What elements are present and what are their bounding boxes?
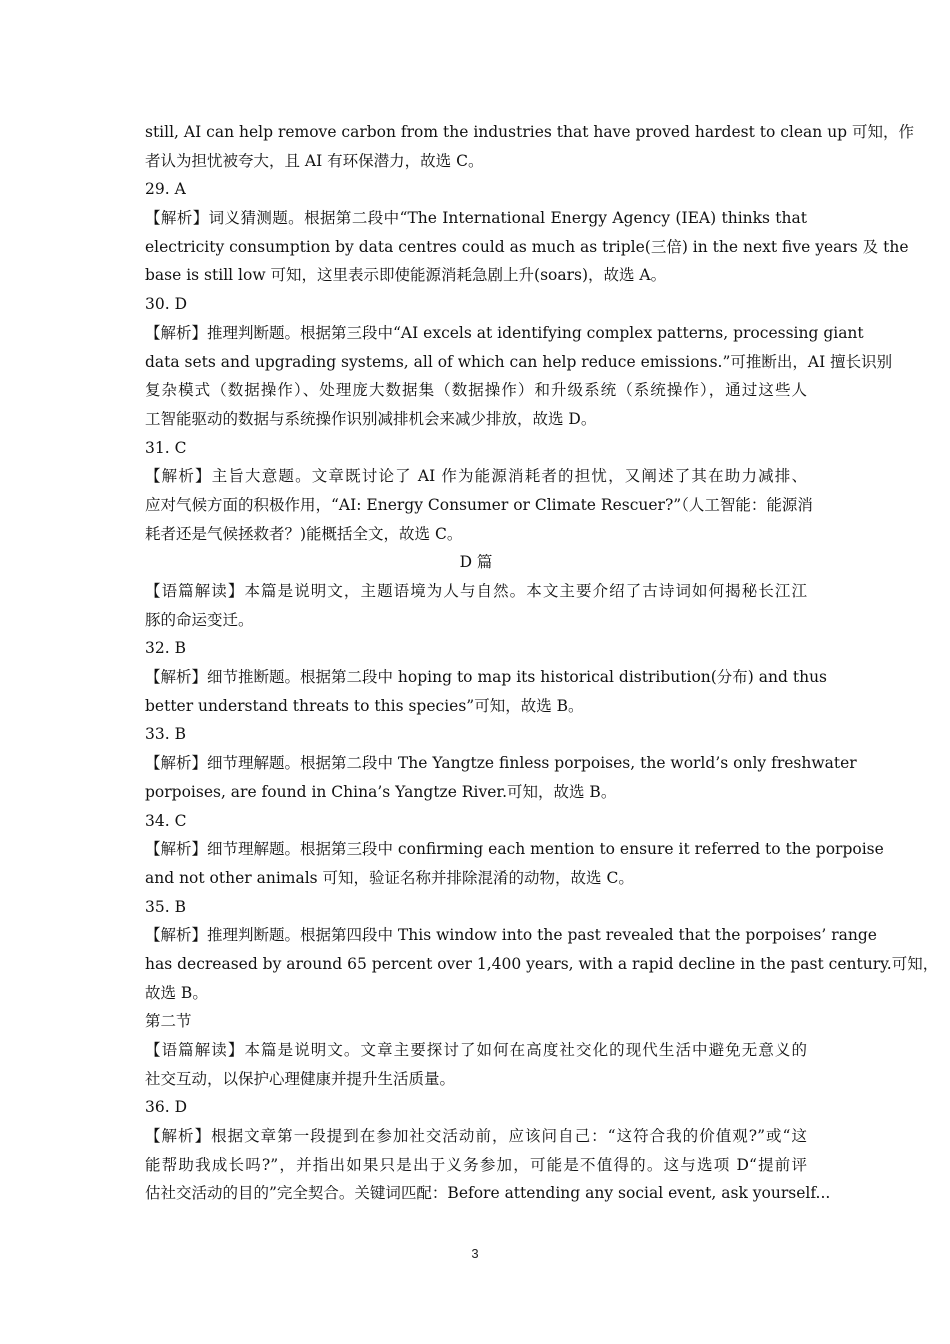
text-line: 35. B [145,897,186,916]
text-line: better understand threats to this species”可知，故选 B。 [145,696,584,715]
text-line: base is still low 可知，这里表示即使能源消耗急剧上升(soars)，故选 A。 [145,266,667,285]
text-line: 【解析】根据文章第一段提到在参加社交活动前，应该问自己：“这符合我的价值观?”或“这 [145,1127,807,1146]
text-line: and not other animals 可知，验证名称并排除混淆的动物，故选 C。 [145,868,634,887]
text-line: 32. B [145,639,186,658]
text-line: 【解析】主旨大意题。文章既讨论了 AI 作为能源消耗者的担忧，又阐述了其在助力减排、 [145,467,807,486]
text-line: 31. C [145,438,187,457]
text-line: 能帮助我成长吗?”，并指出如果只是出于义务参加，可能是不值得的。这与选项 D“提前评 [145,1155,807,1174]
text-line: 36. D [145,1098,188,1117]
text-line: 耗者还是气候拯救者？)能概括全文，故选 C。 [145,524,463,543]
text-line: 故选 B。 [145,983,208,1002]
text-line: 复杂模式（数据操作）、处理庞大数据集（数据操作）和升级系统（系统操作），通过这些人 [145,381,807,400]
text-line: porpoises, are found in China’s Yangtze River.可知，故选 B。 [145,782,617,801]
text-line: 工智能驱动的数据与系统操作识别减排机会来减少排放，故选 D。 [145,409,597,428]
text-line: still, AI can help remove carbon from the industries that have proved hardest to clean up 可知，作 [145,123,915,141]
text-line: 29. A [145,180,186,199]
text-line: 【语篇解读】本篇是说明文，主题语境为人与自然。本文主要介绍了古诗词如何揭秘长江江 [145,582,807,600]
text-line: 【解析】细节理解题。根据第三段中 confirming each mention to ensure it referred to the porpoise [145,840,884,859]
text-line: 【解析】细节理解题。根据第二段中 The Yangtze finless porpoises, the world’s only freshwater [145,754,857,773]
text-line: 34. C [145,811,187,830]
section-heading: D 篇 [459,553,493,572]
text-line: 估社交活动的目的”完全契合。关键词匹配：Before attending any social event, ask yourself... [145,1184,831,1203]
text-line: 【解析】推理判断题。根据第四段中 This window into the past revealed that the porpoises’ range [145,926,877,945]
text-line: 应对气候方面的积极作用，“AI: Energy Consumer or Climate Rescuer?”（人工智能：能源消 [145,495,813,514]
document-body [145,118,939,1208]
text-line: 33. B [145,725,186,744]
text-line: 30. D [145,295,188,314]
text-line: data sets and upgrading systems, all of which can help reduce emissions.”可推断出，AI 擅长识别 [145,352,893,371]
text-line: 【解析】推理判断题。根据第三段中“AI excels at identifying complex patterns, processing giant [145,323,864,342]
text-line: 【解析】词义猜测题。根据第二段中“The International Energy Agency (IEA) thinks that [145,209,807,228]
text-line: 第二节 [145,1012,192,1031]
text-line: 豚的命运变迁。 [145,610,254,629]
text-line: 社交互动，以保护心理健康并提升生活质量。 [145,1069,456,1088]
text-line: 者认为担忧被夸大，且 AI 有环保潜力，故选 C。 [145,151,484,170]
text-line: 【语篇解读】本篇是说明文。文章主要探讨了如何在高度社交化的现代生活中避免无意义的 [145,1041,807,1059]
text-line: has decreased by around 65 percent over 1,400 years, with a rapid decline in the past century.可知， [145,954,939,973]
text-line: 【解析】细节推断题。根据第二段中 hoping to map its historical distribution(分布) and thus [145,668,828,687]
page-number: 3 [471,1246,479,1261]
text-line: electricity consumption by data centres could as much as triple(三倍) in the next five years 及 the [145,237,909,256]
